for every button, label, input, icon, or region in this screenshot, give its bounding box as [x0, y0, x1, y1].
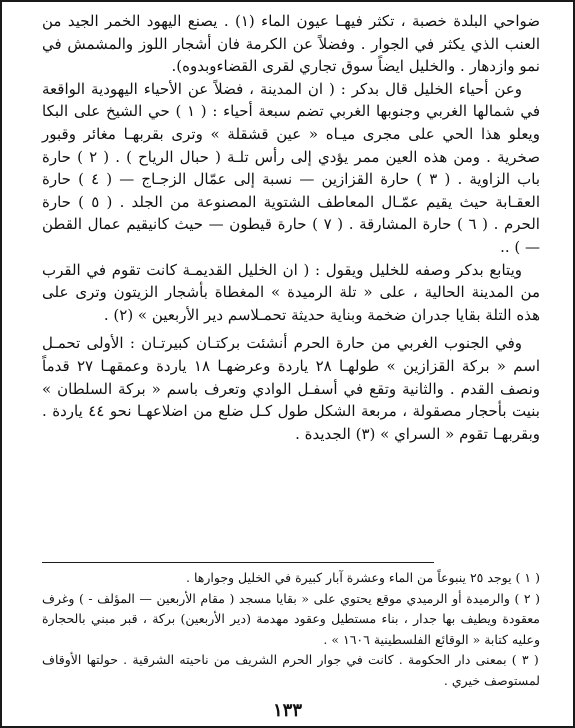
line: بالحجارة وعليه كتابة « الوقائع الفلسطينية ١٦٠٦ » .	[42, 611, 540, 647]
line: ( ٣ ) بمعنى دار الحكومة . كانت في جوار الحرم الشريف من ناحيته الشرقية . حولتها الأوقاف	[42, 652, 539, 667]
line: الرياح ) . ( ٢ ) حارة باب الزاوية . ( ٣ ) حارة القزازين — نسبة إلى عمّال	[42, 147, 541, 189]
line: الواقعة في شمالها الغربي وجنوبها الغربي تضم سبعة أحياء : ( ١ ) حي الشيخ	[42, 79, 541, 121]
line: المصنوعة من الجلد . ( ٥ ) حارة الحرم . ( ٦ ) حارة المشارقة . ( ٧ ) حارة	[42, 192, 540, 234]
paragraph-3	[42, 259, 540, 327]
line: الأربعين » (٢) .	[103, 305, 200, 324]
line: قيطون — حيث كانيقيم عمال القطن — ) ..	[42, 215, 540, 256]
line: مغائر وقبور صخرية . ومن هذه العين ممر يؤدي إلى رأس تلـة ( حبال	[42, 124, 540, 166]
footnote-2	[42, 589, 540, 651]
line: وترى على هذه التلة بقايا جدران ضخمة وبناية حديثة تحمـلاسم دير	[42, 283, 540, 324]
line: ( ٢ ) والرميدة أو الرميدي موقع يحتوي على « بقايا مسجد ( مقام الأربعين — المؤلف - )	[74, 590, 540, 606]
line: وعن أحياء الخليل قال بدكر : ( ان المدينة ، فضلاً عن الأحياء اليهودية	[85, 79, 522, 98]
line: في القرب من المدينة الحالية ، على « تلة الرميدة » المغطاة بأشجار الزيتون	[42, 260, 540, 302]
paragraph-2	[42, 78, 540, 259]
page-body	[42, 10, 540, 445]
line: على البكا ويعلو هذا الحي على مجرى ميـاه « عين قشقلة » وترى بقربهـا	[42, 102, 540, 143]
line: ضلع من اضلاعهـا نحو ٤٤ ياردة . وبقربهـا تقوم « السراي » (٣) الجديدة .	[42, 402, 540, 443]
line: وعمقهـا ٢٧ قدماً ونصف القدم . والثانية وتقع في أسفـل الوادي وتعرف	[42, 356, 540, 398]
footnote-divider	[42, 562, 434, 563]
paragraph-1	[42, 10, 540, 78]
line: الزجـاج — ( ٤ ) حارة العقـابة حيث يقيم عمّـال المعاطف الشتوية	[42, 170, 540, 211]
line: والمشمش في نمو وازدهار . والخليل ايضاً سوق تجاري لقرى القضاءوبدوه).	[42, 34, 540, 76]
footnote-3	[42, 650, 540, 691]
line: ( ١ ) يوجد ٢٥ ينبوعاً من الماء وعشرة آبار كبيرة في الخليل وجوارها .	[186, 570, 540, 585]
line: لمستوصف خيري .	[443, 672, 540, 688]
paragraph-4	[42, 332, 540, 445]
line: وفي الجنوب الغربي من حارة الحرم أنشئت بركتـان كبيرتـان : الأولى	[80, 334, 522, 353]
footnotes	[42, 568, 540, 691]
page-number: ١٣٣	[272, 700, 302, 721]
line: ويتابع بدكر وصفه للخليل ويقول : ( ان الخليل القديمـة كانت تقوم	[106, 260, 522, 279]
line: تحمـل اسم « بركة القزازين » طولهـا ٢٨ ياردة وعرضهـا ١٨ ياردة	[42, 334, 541, 375]
line: الجيد من العنب الذي يكثر في الجوار . وفضلاً عن الكرمة فان أشجار اللوز	[42, 12, 540, 53]
line: وغرف معقودة ويطيف بها جدار ، بناء مستطيل وعقود مهدمة (دير الأربعين) بركة ، قبر مبني	[42, 590, 540, 626]
line: ضواحي البلدة خصبة ، تكثر فيهـا عيون الماء (١) . يصنع اليهود الخمر	[98, 12, 540, 30]
footnote-1	[42, 568, 540, 589]
line: باسم « بركة السلطان » بنيت بأحجار مصقولة ، مربعة الشكل طول كـل	[42, 379, 540, 421]
